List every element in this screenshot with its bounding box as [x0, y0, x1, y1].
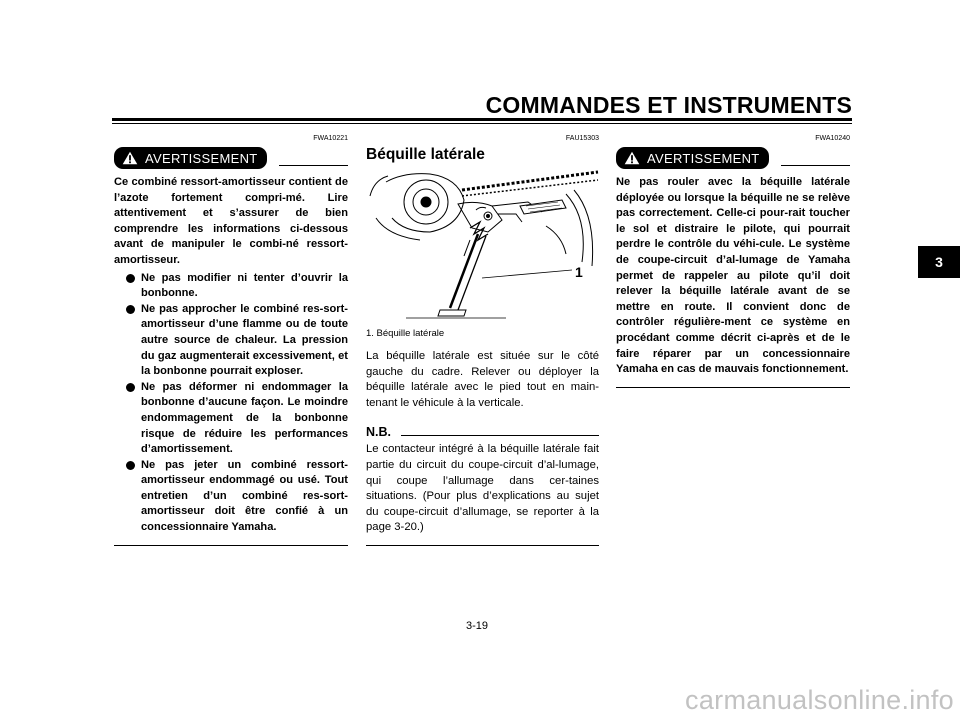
- bullet-icon: [126, 461, 135, 470]
- warning-rule: [781, 165, 851, 166]
- section-end-rule: [616, 387, 850, 388]
- sidestand-illustration: [366, 170, 599, 320]
- bullet-icon: [126, 274, 135, 283]
- page-number: 3-19: [466, 620, 489, 632]
- chapter-tab: 3: [918, 246, 960, 278]
- list-item: [114, 271, 348, 302]
- warning-badge: [616, 147, 769, 169]
- middle-column: [366, 134, 599, 546]
- section-title: Béquille latérale: [366, 146, 485, 163]
- left-column: [114, 134, 348, 546]
- body-paragraph: La béquille latérale est située sur le côté gauche du cadre. Relever ou déployer la béquille latérale avec le pied tout en main-tenant le véhicule à la verticale.: [366, 350, 599, 409]
- note-rule: [401, 435, 599, 436]
- warning-label: AVERTISSEMENT: [647, 150, 760, 166]
- warning-text: Ne pas rouler avec la béquille latérale déployée ou lorsque la béquille ne se relève pas correctement. Celle-ci pour-rait toucher le sol et distraire le pilote, qui pourrait perdre le contrôle du véhi-cule. Le système de coupe-circuit d’al-lumage de Yamaha permet de rappeler au pilote qu’il doit relever la béquille latérale avant de se mettre en route. Il convient donc de contrôler régulière-ment ce système en procédant comme décrit ci-après et de le faire réparer par un concessionnaire Yamaha en cas de mauvais fonctionnement.: [616, 176, 850, 376]
- warning-badge: [114, 147, 267, 169]
- watermark[interactable]: carmanualsonline.info: [685, 685, 954, 715]
- warning-rule: [279, 165, 349, 166]
- warning-intro: Ce combiné ressort-amortisseur contient de l’azote fortement compri-mé. Lire attentivement et s’assurer de bien comprendre les informations ci-dessous avant de manipuler le combi-né ressort-amortisseur.: [114, 176, 348, 266]
- figure-caption: 1. Béquille latérale: [366, 328, 445, 339]
- warning-header: [114, 147, 348, 169]
- reference-code: FWA10240: [815, 135, 850, 142]
- list-item-text: Ne pas déformer ni endommager la bonbonne d’aucune façon. Le moindre endommagement de la bonbonne risque de réduire les performances d’amortissement.: [141, 380, 348, 456]
- sidestand-drawing: [366, 170, 599, 320]
- warning-triangle-icon: [122, 151, 138, 165]
- header-rule-thin: [112, 123, 852, 124]
- warning-list: [114, 271, 348, 536]
- note-text: Le contacteur intégré à la béquille latérale fait partie du circuit du coupe-circuit d’al-lumage, qui coupe l’allumage dans cer-taines situations. (Pour plus d’explications au sujet du coupe-circuit d’allumage, se reporter à la page 3-20.): [366, 443, 599, 534]
- list-item: [114, 380, 348, 458]
- warning-triangle-icon: [624, 151, 640, 165]
- warning-header: [616, 147, 850, 169]
- list-item-text: Ne pas approcher le combiné res-sort-amortisseur d’une flamme ou de toute autre source de chaleur. La pression du gaz augmenterait excessivement, et la bonbonne pourrait exploser.: [141, 302, 348, 378]
- note-label: N.B.: [366, 425, 391, 440]
- chapter-header-title: COMMANDES ET INSTRUMENTS: [485, 92, 852, 118]
- reference-code: FWA10221: [313, 135, 348, 142]
- list-item-text: Ne pas modifier ni tenter d’ouvrir la bonbonne.: [141, 271, 348, 300]
- callout-number: 1: [575, 264, 583, 280]
- bullet-icon: [126, 383, 135, 392]
- note-header: [366, 425, 599, 439]
- section-end-rule: [366, 545, 599, 546]
- warning-label: AVERTISSEMENT: [145, 150, 258, 166]
- bullet-icon: [126, 305, 135, 314]
- section-end-rule: [114, 545, 348, 546]
- header-rule: [112, 118, 852, 121]
- right-column: [616, 134, 850, 388]
- reference-code: FAU15303: [565, 135, 599, 142]
- list-item: [114, 458, 348, 536]
- list-item-text: Ne pas jeter un combiné ressort-amortisseur endommagé ou usé. Tout entretien d’un combiné res-sort-amortisseur doit être confié à un concessionnaire Yamaha.: [141, 458, 348, 534]
- list-item: [114, 302, 348, 380]
